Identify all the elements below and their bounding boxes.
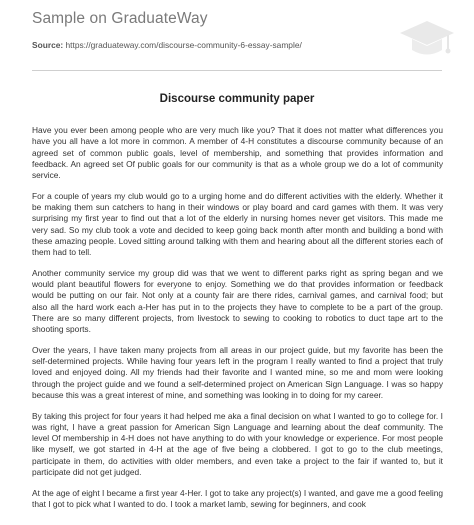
source-label: Source: [32,40,64,50]
site-title[interactable]: Sample on GraduateWay [32,10,208,27]
page-header [0,0,474,72]
source-url-link[interactable]: https://graduateway.com/discourse-community-6-essay-sample/ [65,40,302,50]
paragraph: By taking this project for four years it had helped me aka a final decision on what I wanted to go to college for. I was right, I have a great passion for American Sign Language and learning about the deaf community. The level Of membership in 4-H does not have anything to do with your knowledge or experience. For most people like myself, we got started in 4-H at the age of five being a clobbered. I got to go to the club meetings, participate in them, do activities with older members, and even take a project to the fair if wanted to, but it participate did not get judged. [32,410,443,477]
paragraph: Another community service my group did was that we went to different parks right as spring began and we would plant beautiful flowers for everyone to enjoy. Something we do that provides information or feedback would be putting on our fair. Not only at a county fair are there rides, carnival games, and carnival food; but also all the hard work each a-Her has put in to the projects they have to complete to be a part of the group. There are so many different projects, from livestock to sewing to cooking to robotics to duct tape art to the shooting sports. [32,267,443,334]
paragraph: At the age of eight I became a first year 4-Her. I got to take any project(s) I wanted, and gave me a good feeling that I got to pick what I wanted to do. I took a market lamb, sewing for beginners, and cook [32,487,443,509]
document-title: Discourse community paper [159,93,315,105]
paragraph: For a couple of years my club would go to a urging home and do different activities with the elderly. Whether it be making them sun catchers to hang in their windows or play board and card games with them. It was very surprising my first year to find out that a lot of the elderly in nursing homes never get visitors. This made me very sad. So my club took a vote and decided to keep going back month after month and building a bond with these amazing people. Loved sitting around talking with them and hearing about all the different stories each of them had to tell. [32,190,443,257]
source-line [32,40,302,50]
graduation-cap-icon [398,18,456,60]
paragraph: Have you ever been among people who are very much like you? That it does not matter what differences you have you all have a lot more in common. A member of 4-H constitutes a discourse community because of an agreed set of common public goals, level of membership, and something that provides information and feedback. An agreed set Of public goals for our community is that as a whole group we do a lot of community service. [32,125,443,180]
document-body [32,125,443,520]
paragraph: Over the years, I have taken many projects from all areas in our project guide, but my favorite has been the self-determined projects. While having four years left in the program I really wanted to find a project that truly loved and enjoyed doing. All my friends had their favorite and I wanted mine, so me and mom were looking through the project guide and we found a self-determined project on American Sign Language. I was so happy because this was a great interest of mine, and something was looking in to doing for my career. [32,344,443,400]
header-divider [32,70,442,71]
